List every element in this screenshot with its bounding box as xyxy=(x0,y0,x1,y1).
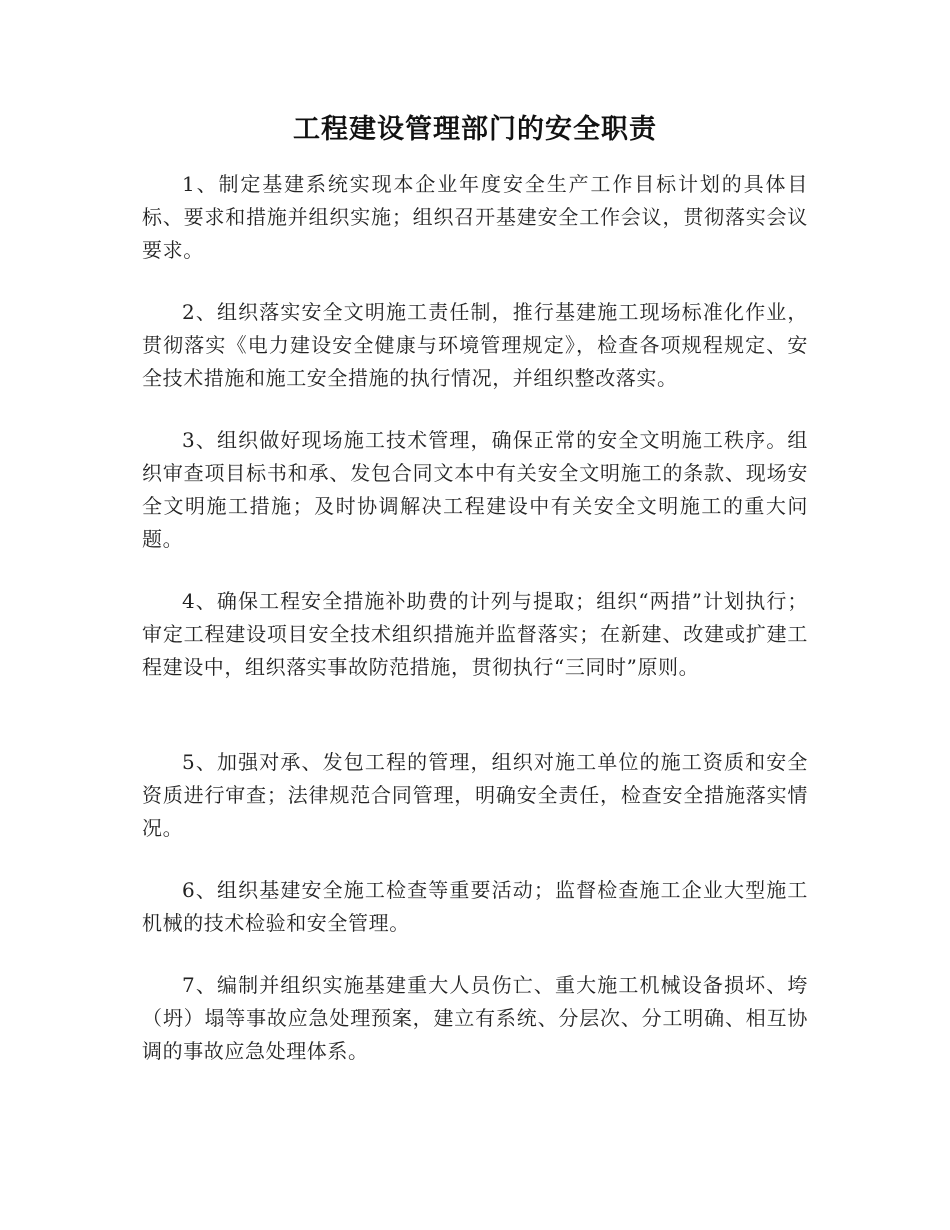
paragraph-3: 3、组织做好现场施工技术管理，确保正常的安全文明施工秩序。组织审查项目标书和承、发包合同文本中有关安全文明施工的条款、现场安全文明施工措施；及时协调解决工程建设中有关安全文明施工的重大问题。 xyxy=(142,428,808,551)
paragraph-4: 4、确保工程安全措施补助费的计列与提取；组织“两措”计划执行；审定工程建设项目安全技术组织措施并监督落实；在新建、改建或扩建工程建设中，组织落实事故防范措施，贯彻执行“三同时”原则。 xyxy=(142,589,808,679)
document-title: 工程建设管理部门的安全职责 xyxy=(293,114,657,145)
paragraph-2: 2、组织落实安全文明施工责任制，推行基建施工现场标准化作业，贯彻落实《电力建设安全健康与环境管理规定》，检查各项规程规定、安全技术措施和施工安全措施的执行情况，并组织整改落实。 xyxy=(142,300,808,390)
paragraph-1: 1、制定基建系统实现本企业年度安全生产工作目标计划的具体目标、要求和措施并组织实施；组织召开基建安全工作会议，贯彻落实会议要求。 xyxy=(142,172,808,262)
paragraph-6: 6、组织基建安全施工检查等重要活动；监督检查施工企业大型施工机械的技术检验和安全管理。 xyxy=(142,878,808,935)
paragraph-5: 5、加强对承、发包工程的管理，组织对施工单位的施工资质和安全资质进行审查；法律规范合同管理，明确安全责任，检查安全措施落实情况。 xyxy=(142,750,808,840)
paragraph-7: 7、编制并组织实施基建重大人员伤亡、重大施工机械设备损坏、垮（坍）塌等事故应急处理预案，建立有系统、分层次、分工明确、相互协调的事故应急处理体系。 xyxy=(142,973,808,1063)
